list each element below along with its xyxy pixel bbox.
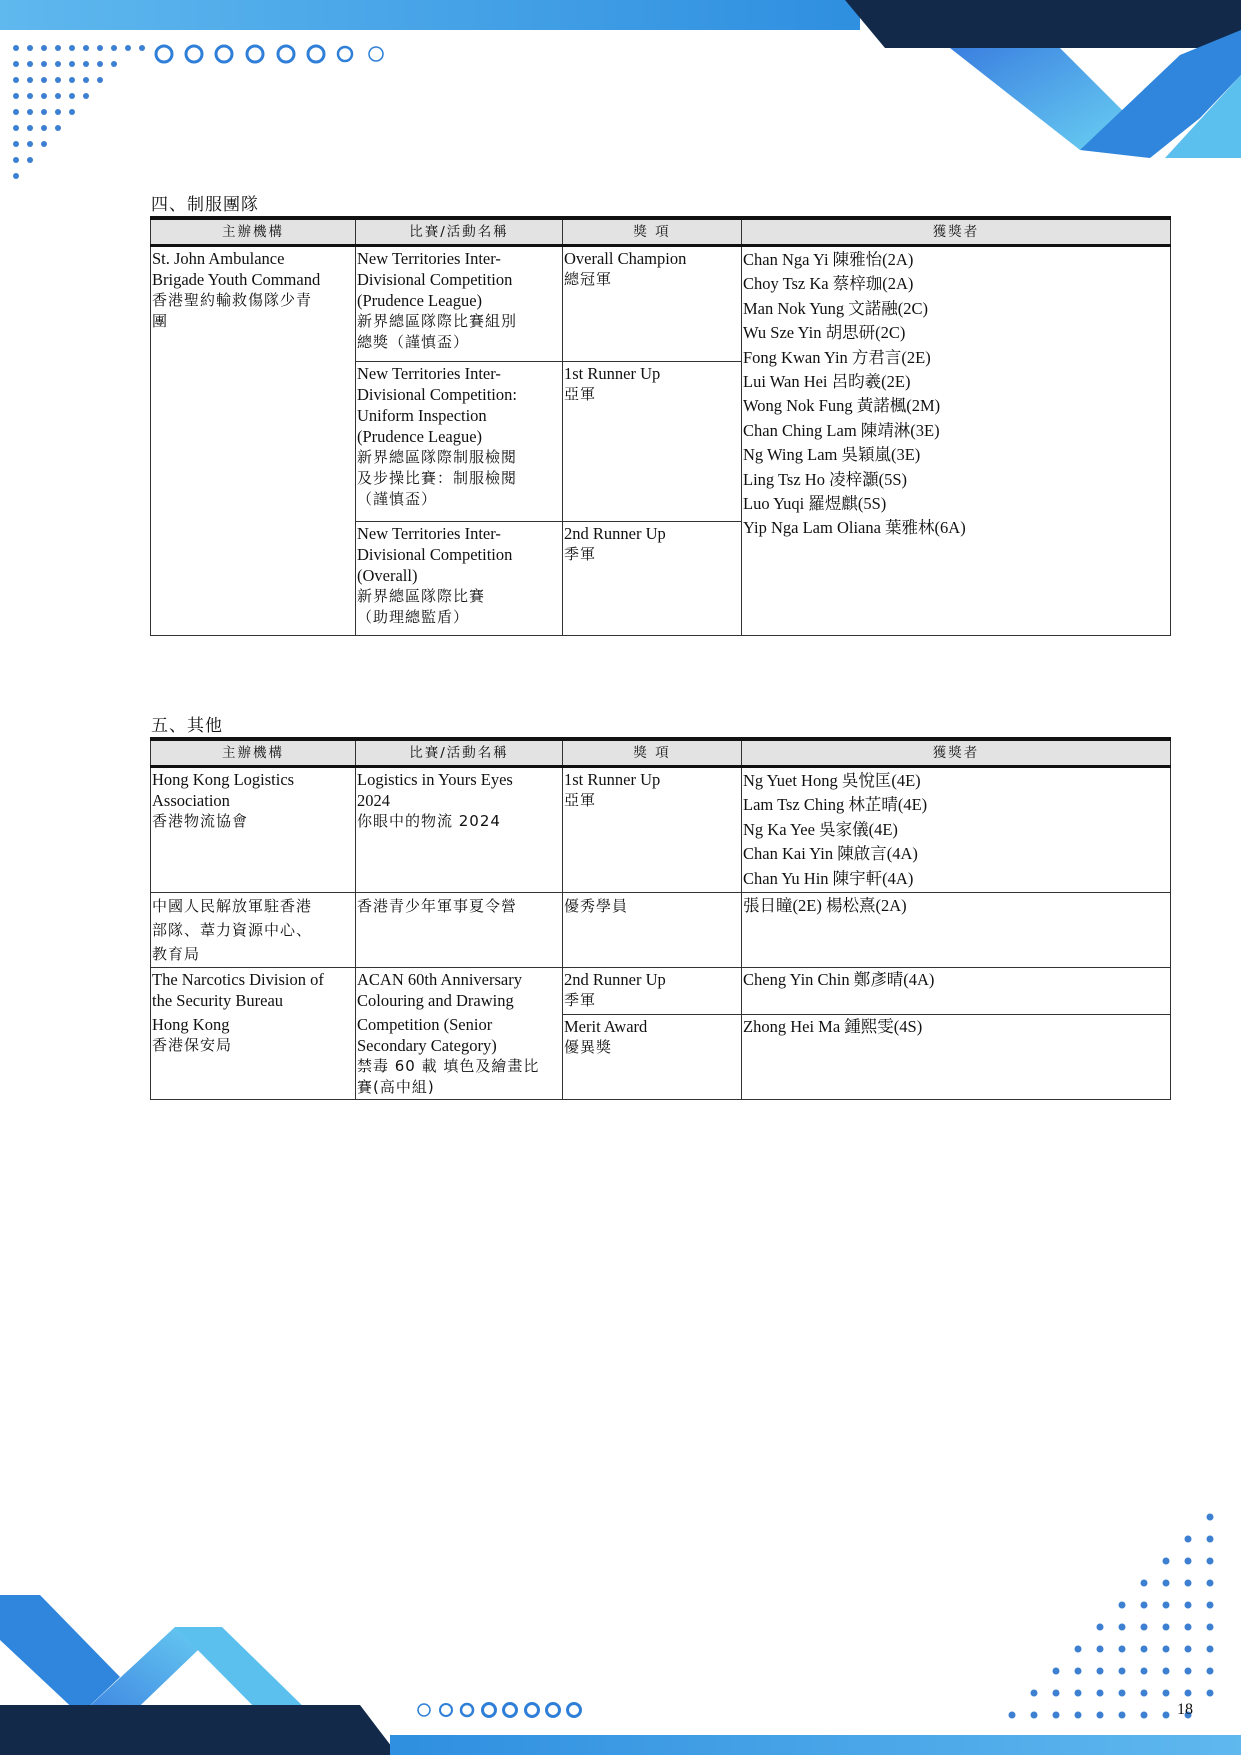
header-winners: 獲獎者 xyxy=(742,739,1171,767)
organizer-cell xyxy=(151,893,356,968)
organizer-cell xyxy=(151,767,356,893)
text-line: 2nd Runner Up xyxy=(564,524,666,543)
text-line: 季軍 xyxy=(564,991,597,1010)
section-title-others: 五、其他 xyxy=(151,716,223,736)
winner-name: Lam Tsz Ching 林芷晴(4E) xyxy=(743,795,928,815)
text-line: (Prudence League) xyxy=(357,427,483,446)
text-line: 總冠軍 xyxy=(564,270,613,288)
footer-ring-row xyxy=(418,1704,581,1717)
event-cell xyxy=(356,767,563,893)
text-line: New Territories Inter- xyxy=(357,249,501,268)
text-line: 及步操比賽：制服檢閱 xyxy=(357,469,518,487)
winners-cell xyxy=(742,893,1171,968)
text-line: 亞軍 xyxy=(564,385,597,403)
text-line: New Territories Inter- xyxy=(357,524,501,543)
section-title-uniform-groups: 四、制服團隊 xyxy=(151,195,259,215)
award-cell xyxy=(563,246,742,362)
winner-name: Ling Tsz Ho 凌梓灝(5S) xyxy=(743,469,907,489)
page-number: 18 xyxy=(1177,1701,1193,1718)
text-line: St. John Ambulance xyxy=(152,249,285,268)
winners-cell xyxy=(742,767,1171,893)
award-cell xyxy=(563,522,742,636)
award-cell xyxy=(563,767,742,893)
footer-navy-band xyxy=(0,1705,398,1755)
winner-name: Luo Yuqi 羅煜麒(5S) xyxy=(743,494,887,514)
text-line: Brigade Youth Command xyxy=(152,270,321,289)
winner-name: 張日瞳(2E) 楊松熹(2A) xyxy=(743,896,907,916)
organizer-cell xyxy=(151,968,356,1100)
winner-name: Yip Nga Lam Oliana 葉雅林(6A) xyxy=(743,518,966,538)
text-line: Overall Champion xyxy=(564,249,687,268)
header-organizer: 主辦機構 xyxy=(151,218,356,246)
header-navy-band xyxy=(845,0,1241,48)
winner-name: Cheng Yin Chin 鄭彥晴(4A) xyxy=(743,970,935,990)
text-line: 禁毒 60 載 填色及繪畫比 xyxy=(357,1057,540,1076)
winners-cell xyxy=(742,1015,1171,1100)
winners-cell xyxy=(742,246,1171,636)
winner-name: Choy Tsz Ka 蔡梓珈(2A) xyxy=(743,274,914,294)
uniform-groups-table xyxy=(150,216,1171,636)
header-event: 比賽/活動名稱 xyxy=(356,218,563,246)
header-event: 比賽/活動名稱 xyxy=(356,739,563,767)
text-line: 2nd Runner Up xyxy=(564,970,666,990)
text-line: The Narcotics Division of xyxy=(152,970,324,990)
text-line: Hong Kong xyxy=(152,1015,230,1035)
text-line: Association xyxy=(152,791,230,810)
table-row xyxy=(151,767,1171,893)
text-line: Colouring and Drawing xyxy=(357,991,514,1011)
text-line: 你眼中的物流 2024 xyxy=(357,812,501,830)
text-line: Merit Award xyxy=(564,1017,648,1037)
text-line: 部隊、葦力資源中心、 xyxy=(152,921,313,940)
header-organizer: 主辦機構 xyxy=(151,739,356,767)
text-line: 香港聖約輸救傷隊少青 xyxy=(152,291,313,309)
text-line: 亞軍 xyxy=(564,791,597,809)
event-cell xyxy=(356,522,563,636)
text-line: (Overall) xyxy=(357,566,418,585)
table-header-row xyxy=(151,739,1171,767)
winner-name: Wu Sze Yin 胡思研(2C) xyxy=(743,323,906,343)
award-cell xyxy=(563,893,742,968)
header-award: 獎 項 xyxy=(563,218,742,246)
text-line: 教育局 xyxy=(152,945,201,964)
header-blue-bar xyxy=(0,0,860,30)
text-line: 總獎（謹慎盃） xyxy=(357,333,470,351)
winner-name: Ng Yuet Hong 吳悅匡(4E) xyxy=(743,771,921,790)
table-row xyxy=(151,893,1171,968)
winner-name: Man Nok Yung 文諾融(2C) xyxy=(743,298,929,318)
text-line: ACAN 60th Anniversary xyxy=(357,970,522,990)
footer-diagonal-right xyxy=(175,1627,312,1715)
text-line: （助理總監盾） xyxy=(357,608,470,626)
text-line: 賽(高中組) xyxy=(357,1078,435,1097)
text-line: （謹慎盃） xyxy=(357,490,438,508)
text-line: 季軍 xyxy=(564,545,597,563)
text-line: 香港保安局 xyxy=(152,1036,233,1055)
award-cell xyxy=(563,1015,742,1100)
winner-name: Wong Nok Fung 黃諾楓(2M) xyxy=(743,396,941,416)
text-line: Divisional Competition xyxy=(357,545,513,564)
footer-dot-grid xyxy=(1009,1514,1214,1719)
text-line: 1st Runner Up xyxy=(564,770,661,789)
text-line: New Territories Inter- xyxy=(357,364,501,383)
award-cell xyxy=(563,968,742,1015)
table-header-row xyxy=(151,218,1171,246)
header-award: 獎 項 xyxy=(563,739,742,767)
header-decoration xyxy=(0,0,1241,190)
header-ring-row xyxy=(156,46,383,62)
event-cell xyxy=(356,246,563,362)
text-line: 香港物流協會 xyxy=(152,812,249,830)
event-cell xyxy=(356,893,563,968)
winner-name: Chan Yu Hin 陳宇軒(4A) xyxy=(743,868,914,888)
winner-name: Ng Ka Yee 吳家儀(4E) xyxy=(743,819,898,839)
footer-decoration xyxy=(0,1415,1241,1755)
table-row xyxy=(151,968,1171,1015)
text-line: 優異獎 xyxy=(564,1038,613,1057)
text-line: 新界總區隊際制服檢閱 xyxy=(357,448,518,466)
winner-name: Chan Ching Lam 陳靖淋(3E) xyxy=(743,420,940,440)
text-line: 1st Runner Up xyxy=(564,364,661,383)
text-line: 優秀學員 xyxy=(564,897,629,916)
text-line: the Security Bureau xyxy=(152,991,284,1011)
winners-cell xyxy=(742,968,1171,1015)
text-line: Uniform Inspection xyxy=(357,406,487,425)
winner-name: Fong Kwan Yin 方君言(2E) xyxy=(743,347,931,367)
text-line: 中國人民解放軍駐香港 xyxy=(152,897,313,916)
footer-blue-bar xyxy=(390,1735,1241,1755)
text-line: 新界總區隊際比賽 xyxy=(357,587,486,605)
winner-name: Chan Kai Yin 陳啟言(4A) xyxy=(743,844,918,864)
text-line: Secondary Category) xyxy=(357,1036,497,1056)
text-line: Hong Kong Logistics xyxy=(152,770,295,789)
text-line: Competition (Senior xyxy=(357,1015,493,1035)
text-line: Divisional Competition: xyxy=(357,385,517,404)
event-cell xyxy=(356,362,563,522)
header-winners: 獲獎者 xyxy=(742,218,1171,246)
text-line: 香港青少年軍事夏令營 xyxy=(357,897,518,916)
event-cell xyxy=(356,968,563,1100)
text-line: 團 xyxy=(152,312,169,330)
text-line: 2024 xyxy=(357,791,390,810)
others-table xyxy=(150,737,1171,1100)
table-row xyxy=(151,246,1171,362)
organizer-cell xyxy=(151,246,356,636)
winner-name: Zhong Hei Ma 鍾熙雯(4S) xyxy=(743,1017,923,1037)
text-line: Divisional Competition xyxy=(357,270,513,289)
winner-name: Chan Nga Yi 陳雅怡(2A) xyxy=(743,250,914,269)
header-dot-grid xyxy=(13,45,145,179)
award-cell xyxy=(563,362,742,522)
text-line: Logistics in Yours Eyes xyxy=(357,770,513,789)
text-line: (Prudence League) xyxy=(357,291,483,310)
winner-name: Lui Wan Hei 呂昀羲(2E) xyxy=(743,372,911,392)
text-line: 新界總區隊際比賽組別 xyxy=(357,312,518,330)
winner-name: Ng Wing Lam 吳穎嵐(3E) xyxy=(743,445,921,465)
